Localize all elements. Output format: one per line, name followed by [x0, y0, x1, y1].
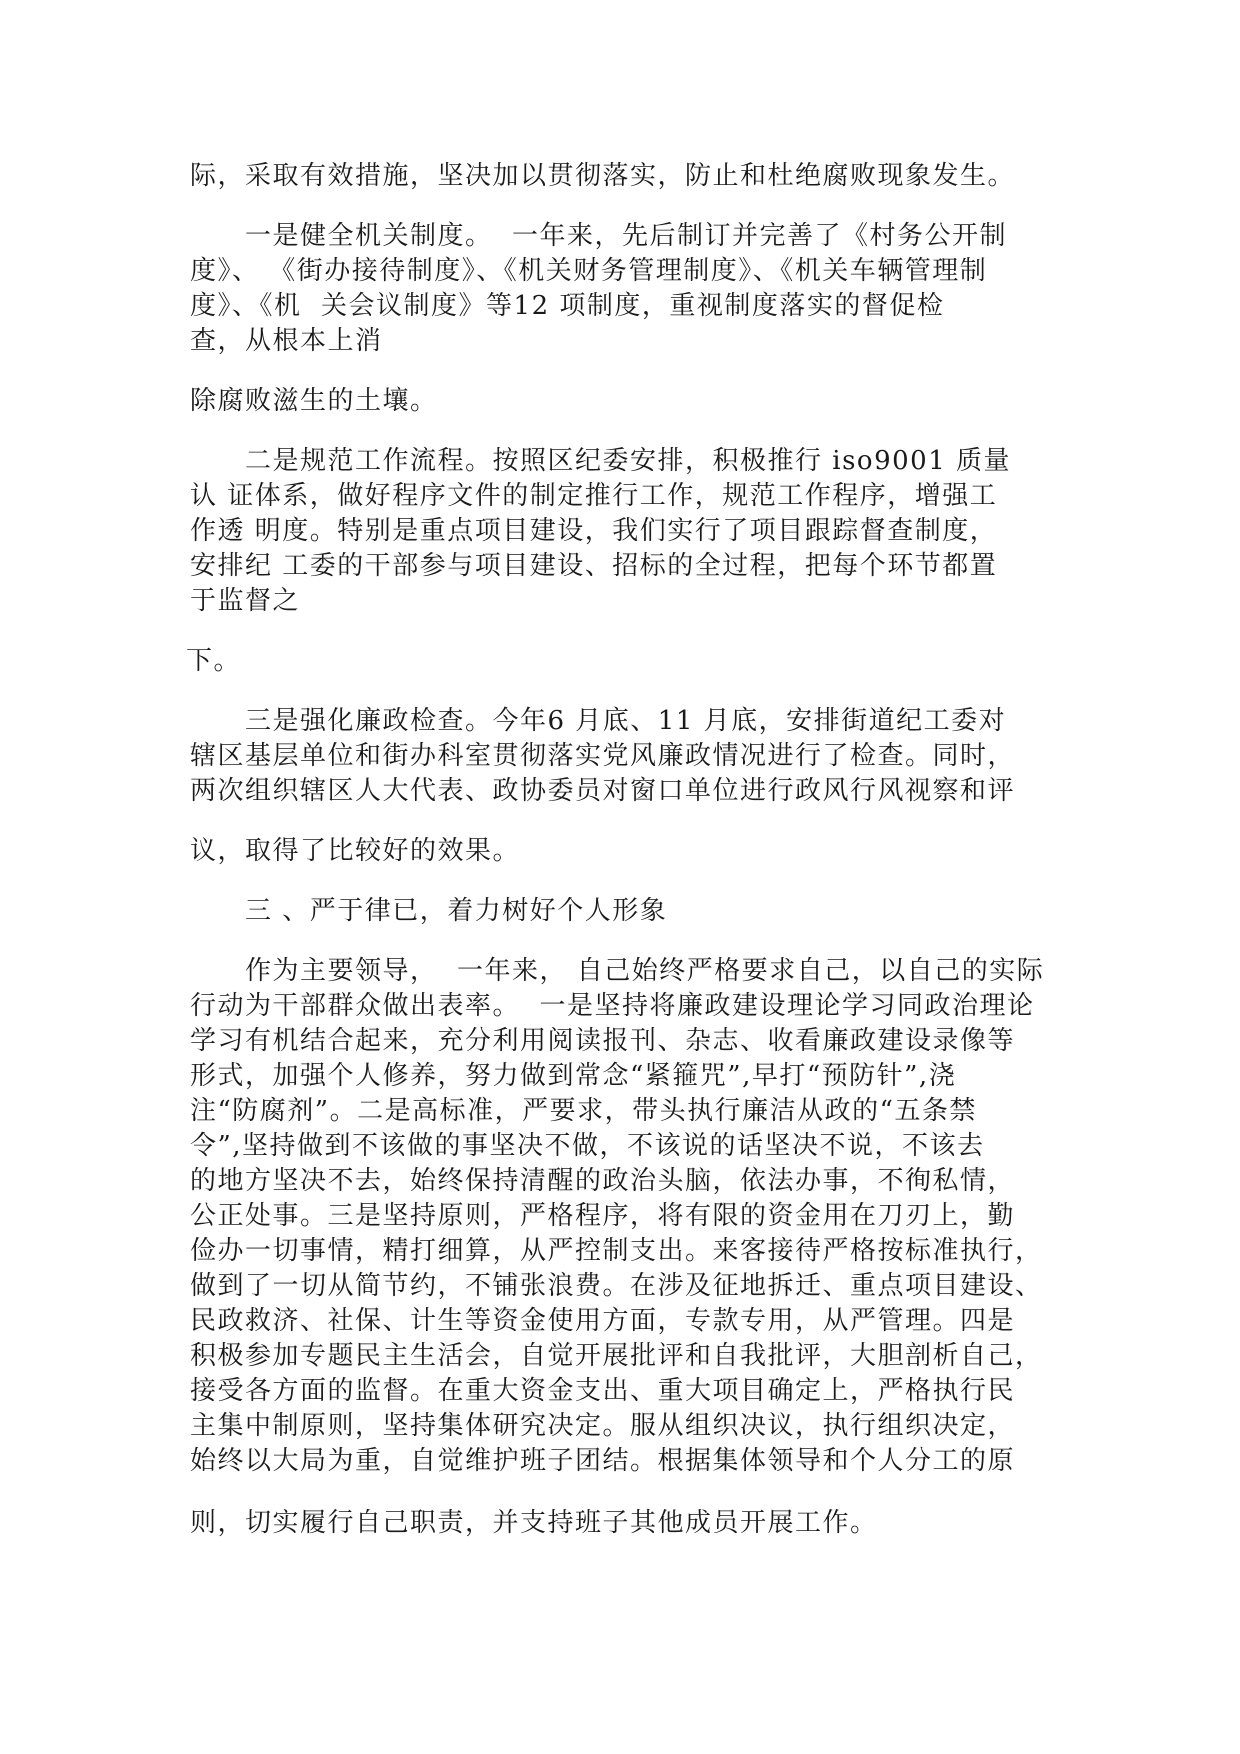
text-line: 两次组织辖区人大代表、政协委员对窗口单位进行政风行风视察和评	[190, 776, 1016, 806]
text-line: 度》、 《街办接待制度》、《机关财务管理制度》、《机关车辆管理制	[190, 256, 988, 286]
text-line: 二是规范工作流程。按照区纪委安排，积极推行 iso9001 质量	[245, 446, 1012, 476]
text-line: 注“防腐剂”。二是高标准，严要求，带头执行廉洁从政的“五条禁	[190, 1096, 977, 1126]
text-line: 的地方坚决不去，始终保持清醒的政治头脑，依法办事，不徇私情，	[190, 1166, 1016, 1196]
text-line: 公正处事。三是坚持原则，严格程序，将有限的资金用在刀刃上，勤	[190, 1201, 1016, 1231]
text-line: 查，从根本上消	[190, 326, 383, 356]
text-line: 除腐败滋生的土壤。	[190, 386, 438, 416]
text-line: 辖区基层单位和街办科室贯彻落实党风廉政情况进行了检查。同时，	[190, 741, 1016, 771]
text-line: 主集中制原则，坚持集体研究决定。服从组织决议，执行组织决定，	[190, 1411, 1016, 1441]
text-line: 下。	[186, 646, 242, 676]
text-line: 则，切实履行自己职责，并支持班子其他成员开展工作。	[190, 1508, 878, 1538]
text-line: 度》、《机 关会议制度》等12 项制度，重视制度落实的督促检	[190, 291, 945, 321]
text-line: 议，取得了比较好的效果。	[190, 836, 521, 866]
text-line: 认 证体系，做好程序文件的制定推行工作，规范工作程序，增强工	[190, 481, 998, 511]
text-line: 民政救济、社保、计生等资金使用方面，专款专用，从严管理。四是	[190, 1306, 1016, 1336]
text-line: 令”,坚持做到不该做的事坚决不做，不该说的话坚决不说，不该去	[190, 1131, 985, 1161]
text-line: 积极参加专题民主生活会，自觉开展批评和自我批评，大胆剖析自己，	[190, 1341, 1043, 1371]
text-line: 做到了一切从简节约，不铺张浪费。在涉及征地拆迁、重点项目建设、	[190, 1271, 1043, 1301]
text-line: 形式，加强个人修养，努力做到常念“紧箍咒”,早打“预防针”,浇	[190, 1061, 957, 1091]
text-line: 作透 明度。特别是重点项目建设，我们实行了项目跟踪督查制度，	[190, 516, 998, 546]
text-line: 际，采取有效措施，坚决加以贯彻落实，防止和杜绝腐败现象发生。	[190, 161, 1016, 191]
text-line: 于监督之	[190, 586, 301, 616]
text-line: 三是强化廉政检查。今年6 月底、11 月底，安排街道纪工委对	[245, 706, 1007, 736]
text-line: 学习有机结合起来，充分利用阅读报刊、杂志、收看廉政建设录像等	[190, 1026, 1016, 1056]
text-line: 一是健全机关制度。 一年来，先后制订并完善了《村务公开制	[245, 221, 1008, 251]
text-line: 俭办一切事情，精打细算，从严控制支出。来客接待严格按标准执行，	[190, 1236, 1043, 1266]
text-line: 接受各方面的监督。在重大资金支出、重大项目确定上，严格执行民	[190, 1376, 1016, 1406]
text-line: 始终以大局为重，自觉维护班子团结。根据集体领导和个人分工的原	[190, 1446, 1016, 1476]
text-line: 安排纪 工委的干部参与项目建设、招标的全过程，把每个环节都置	[190, 551, 998, 581]
text-line: 作为主要领导， 一年来， 自己始终严格要求自己，以自己的实际	[245, 956, 1045, 986]
section-heading: 三 、严于律已，着力树好个人形象	[245, 896, 668, 926]
text-line: 行动为干部群众做出表率。 一是坚持将廉政建设理论学习同政治理论	[190, 991, 1035, 1021]
